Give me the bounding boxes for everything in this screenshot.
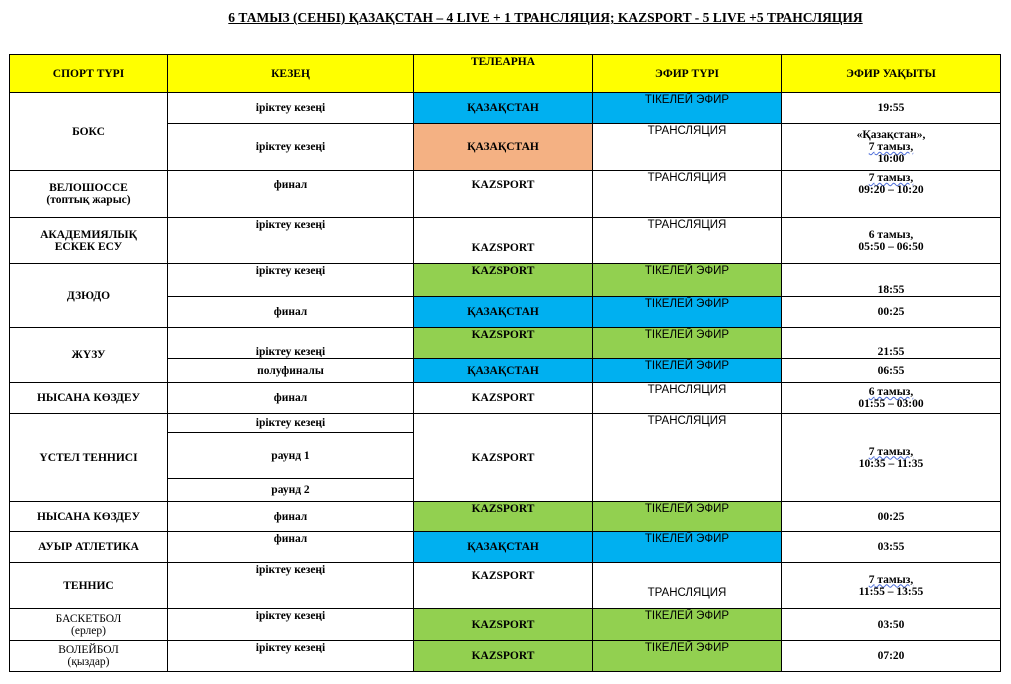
sport-cell: ДЗЮДО bbox=[10, 264, 168, 328]
header-row bbox=[10, 55, 1001, 93]
air-time-cell bbox=[782, 563, 1001, 609]
air-time-month: тамыз, bbox=[874, 573, 914, 586]
channel-cell: KAZSPORT bbox=[414, 264, 593, 297]
header-air-type: ЭФИР ТҮРІ bbox=[593, 55, 782, 93]
air-time-cell: 07:20 bbox=[782, 641, 1001, 672]
air-time-cell: 03:50 bbox=[782, 609, 1001, 641]
table-row bbox=[10, 264, 1001, 297]
table-row bbox=[10, 563, 1001, 609]
air-time-line bbox=[785, 446, 997, 458]
air-time-cell bbox=[782, 124, 1001, 171]
sport-cell: АУЫР АТЛЕТИКА bbox=[10, 532, 168, 563]
sport-cell bbox=[10, 218, 168, 264]
channel-cell: ҚАЗАҚСТАН bbox=[414, 124, 593, 171]
channel-cell: KAZSPORT bbox=[414, 383, 593, 414]
channel-cell: ҚАЗАҚСТАН bbox=[414, 93, 593, 124]
sport-subname: (ерлер) bbox=[71, 624, 106, 637]
channel-cell: KAZSPORT bbox=[414, 641, 593, 672]
sport-subname: (қыздар) bbox=[67, 656, 110, 668]
sport-name: ЕСКЕК ЕСУ bbox=[54, 240, 123, 253]
air-type-cell: ТРАНСЛЯЦИЯ bbox=[593, 563, 782, 609]
air-time-line: 10:00 bbox=[877, 153, 905, 165]
channel-cell: KAZSPORT bbox=[414, 218, 593, 264]
table-row bbox=[10, 218, 1001, 264]
air-time-day: 7 bbox=[868, 141, 875, 153]
air-time-day: 7 bbox=[868, 445, 875, 458]
sport-name: ВОЛЕЙБОЛ bbox=[58, 644, 119, 656]
stage-cell: іріктеу кезеңі bbox=[168, 414, 414, 433]
channel-cell: KAZSPORT bbox=[414, 171, 593, 218]
table-row bbox=[10, 641, 1001, 672]
stage-cell: раунд 1 bbox=[168, 433, 414, 479]
air-type-cell: ТІКЕЛЕЙ ЭФИР bbox=[593, 502, 782, 532]
sport-cell: ҮСТЕЛ ТЕННИСІ bbox=[10, 414, 168, 502]
channel-cell: ҚАЗАҚСТАН bbox=[414, 359, 593, 383]
stage-cell: полуфиналы bbox=[168, 359, 414, 383]
stage-cell: іріктеу кезеңі bbox=[168, 218, 414, 264]
header-air-time: ЭФИР УАҚЫТЫ bbox=[782, 55, 1001, 93]
sport-cell: ЖҮЗУ bbox=[10, 328, 168, 383]
air-time-line bbox=[785, 574, 997, 586]
air-time-cell: 06:55 bbox=[782, 359, 1001, 383]
stage-cell: іріктеу кезеңі bbox=[168, 124, 414, 171]
stage-cell: іріктеу кезеңі bbox=[168, 93, 414, 124]
sport-cell bbox=[10, 171, 168, 218]
air-time-day: 6 bbox=[868, 386, 875, 398]
air-time-cell: 00:25 bbox=[782, 502, 1001, 532]
air-time-line: 05:50 – 06:50 bbox=[858, 240, 924, 253]
air-type-cell: ТРАНСЛЯЦИЯ bbox=[593, 171, 782, 218]
air-time-cell: 00:25 bbox=[782, 297, 1001, 328]
sport-cell: НЫСАНА КӨЗДЕУ bbox=[10, 502, 168, 532]
sport-name: АКАДЕМИЯЛЫҚ bbox=[40, 228, 137, 241]
air-time-day: 7 bbox=[868, 573, 875, 586]
air-time-line bbox=[785, 172, 997, 184]
sport-cell: НЫСАНА КӨЗДЕУ bbox=[10, 383, 168, 414]
table-row bbox=[10, 328, 1001, 359]
air-type-cell: ТРАНСЛЯЦИЯ bbox=[593, 414, 782, 502]
air-time-cell bbox=[782, 171, 1001, 218]
air-time-day: 7 bbox=[868, 172, 875, 184]
channel-cell: ҚАЗАҚСТАН bbox=[414, 297, 593, 328]
air-type-cell: ТРАНСЛЯЦИЯ bbox=[593, 124, 782, 171]
stage-cell: раунд 2 bbox=[168, 479, 414, 502]
channel-cell: KAZSPORT bbox=[414, 609, 593, 641]
air-type-cell: ТІКЕЛЕЙ ЭФИР bbox=[593, 641, 782, 672]
air-time-line: 09:20 – 10:20 bbox=[858, 184, 924, 196]
sport-cell bbox=[10, 641, 168, 672]
air-time-line: «Қазақстан», bbox=[856, 129, 926, 141]
schedule-table bbox=[9, 54, 1001, 672]
air-time-cell: 18:55 bbox=[782, 264, 1001, 297]
air-time-cell: 03:55 bbox=[782, 532, 1001, 563]
stage-cell: финал bbox=[168, 532, 414, 563]
air-type-cell: ТІКЕЛЕЙ ЭФИР bbox=[593, 359, 782, 383]
air-time-line: 11:55 – 13:55 bbox=[858, 585, 924, 598]
air-time-cell bbox=[782, 383, 1001, 414]
stage-cell: іріктеу кезеңі bbox=[168, 609, 414, 641]
stage-cell: финал bbox=[168, 383, 414, 414]
channel-cell: KAZSPORT bbox=[414, 328, 593, 359]
table-row bbox=[10, 383, 1001, 414]
channel-cell: KAZSPORT bbox=[414, 563, 593, 609]
air-time-cell: 19:55 bbox=[782, 93, 1001, 124]
stage-cell: іріктеу кезеңі bbox=[168, 641, 414, 672]
air-time-month: тамыз, bbox=[874, 141, 914, 153]
page-title: 6 ТАМЫЗ (СЕНБІ) ҚАЗАҚСТАН – 4 LIVE + 1 ТРАНСЛЯЦИЯ; KAZSPORT - 5 LIVE +5 ТРАНСЛЯЦИЯ bbox=[228, 10, 863, 25]
air-time-line bbox=[785, 141, 997, 153]
stage-cell: финал bbox=[168, 502, 414, 532]
stage-cell: іріктеу кезеңі bbox=[168, 563, 414, 609]
table-row bbox=[10, 532, 1001, 563]
table-row bbox=[10, 502, 1001, 532]
sport-cell bbox=[10, 609, 168, 641]
header-channel: ТЕЛЕАРНА bbox=[414, 55, 593, 93]
air-type-cell: ТІКЕЛЕЙ ЭФИР bbox=[593, 93, 782, 124]
sport-subname: (топтық жарыс) bbox=[46, 194, 131, 206]
air-type-cell: ТІКЕЛЕЙ ЭФИР bbox=[593, 532, 782, 563]
stage-cell: финал bbox=[168, 171, 414, 218]
sport-name: ВЕЛОШОССЕ bbox=[49, 182, 128, 194]
air-time-cell: 21:55 bbox=[782, 328, 1001, 359]
air-time-cell bbox=[782, 218, 1001, 264]
air-time-line bbox=[785, 386, 997, 398]
channel-cell: ҚАЗАҚСТАН bbox=[414, 532, 593, 563]
table-row bbox=[10, 171, 1001, 218]
channel-cell: KAZSPORT bbox=[414, 502, 593, 532]
air-time-month: тамыз, bbox=[874, 172, 914, 184]
header-sport: СПОРТ ТҮРІ bbox=[10, 55, 168, 93]
air-type-cell: ТРАНСЛЯЦИЯ bbox=[593, 383, 782, 414]
stage-cell: іріктеу кезеңі bbox=[168, 264, 414, 297]
air-time-line: 01:55 – 03:00 bbox=[858, 398, 924, 410]
sport-cell: БОКС bbox=[10, 93, 168, 171]
air-type-cell: ТІКЕЛЕЙ ЭФИР bbox=[593, 609, 782, 641]
stage-cell: іріктеу кезеңі bbox=[168, 328, 414, 359]
table-row bbox=[10, 414, 1001, 433]
air-type-cell: ТРАНСЛЯЦИЯ bbox=[593, 218, 782, 264]
channel-cell: KAZSPORT bbox=[414, 414, 593, 502]
air-time-month: тамыз, bbox=[874, 445, 914, 458]
table-row bbox=[10, 609, 1001, 641]
air-time-cell bbox=[782, 414, 1001, 502]
air-time-line: 10:35 – 11:35 bbox=[858, 457, 924, 470]
stage-cell: финал bbox=[168, 297, 414, 328]
air-type-cell: ТІКЕЛЕЙ ЭФИР bbox=[593, 297, 782, 328]
sport-cell: ТЕННИС bbox=[10, 563, 168, 609]
air-time-line: 6 тамыз, bbox=[868, 228, 914, 241]
table-row bbox=[10, 93, 1001, 124]
air-type-cell: ТІКЕЛЕЙ ЭФИР bbox=[593, 328, 782, 359]
air-time-month: тамыз, bbox=[874, 386, 914, 398]
sport-name: БАСКЕТБОЛ bbox=[55, 612, 122, 625]
header-stage: КЕЗЕҢ bbox=[168, 55, 414, 93]
air-type-cell: ТІКЕЛЕЙ ЭФИР bbox=[593, 264, 782, 297]
